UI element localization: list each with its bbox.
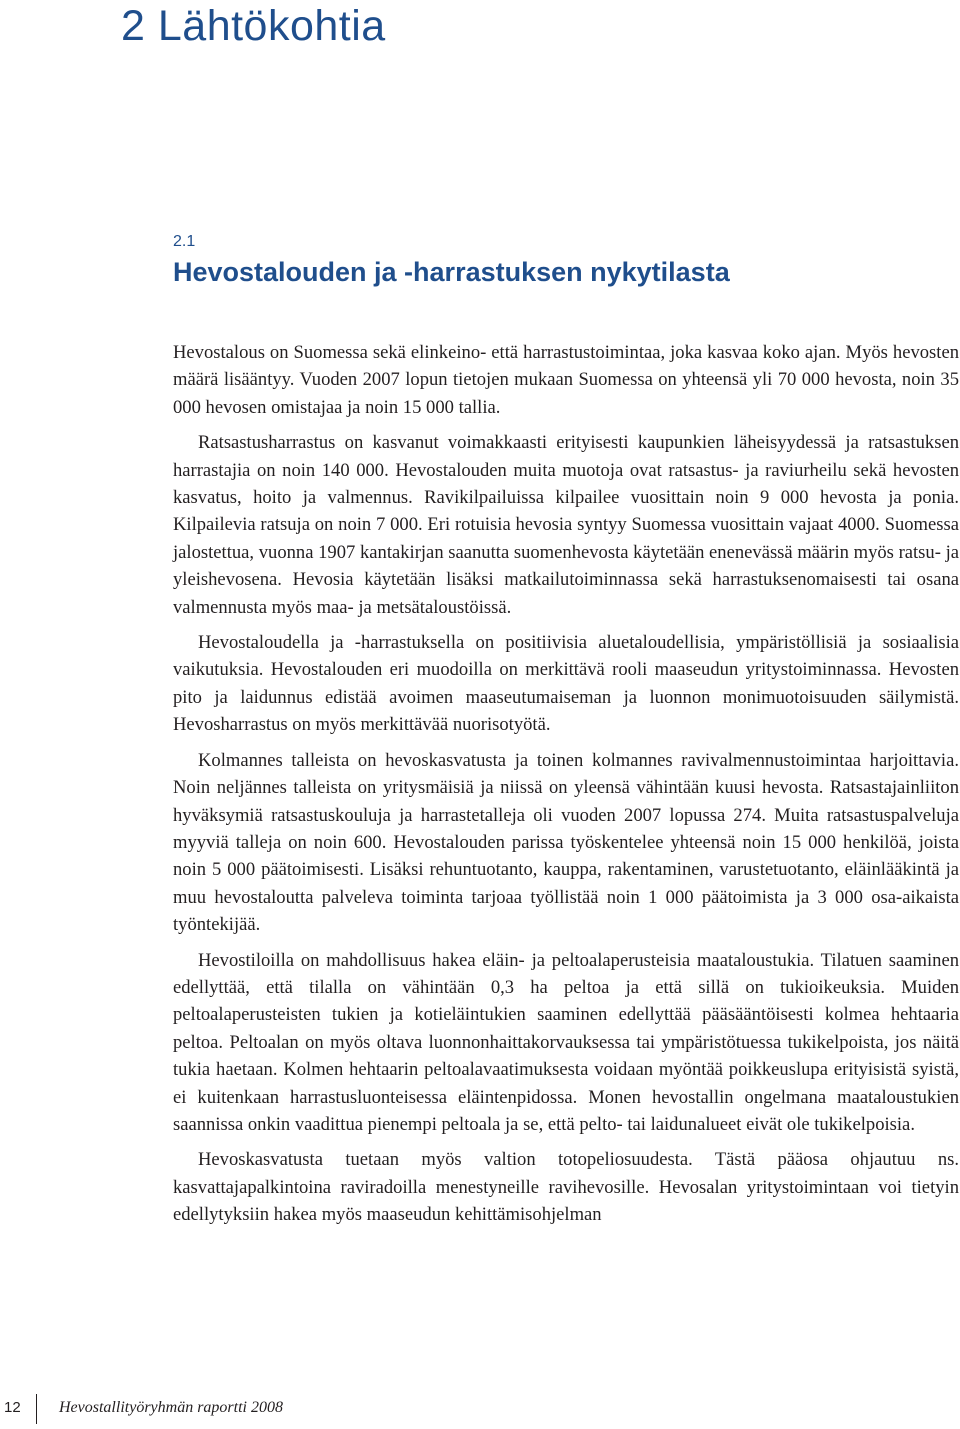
page-footer [0,1399,960,1429]
page-number: 12 [4,1399,21,1416]
paragraph: Hevostalous on Suomessa sekä elinkeino- että harrastustoimintaa, joka kasvaa koko ajan. Myös hevosten määrä lisääntyy. Vuoden 2007 lopun tietojen mukaan Suomessa on yhteensä yli 70 000 hevosta, noin 35 000 hevosen omistajaa ja noin 15 000 tallia. [173,342,959,418]
footer-divider [36,1394,37,1424]
chapter-title: 2 Lähtökohtia [121,2,386,50]
paragraph: Hevostaloudella ja -harrastuksella on positiivisia aluetaloudellisia, ympäristöllisiä ja sosiaalisia vaikutuksia. Hevostalouden eri muodoilla on merkittävä rooli maaseudun yritystoiminnassa. Hevosten pito ja laidunnus edistää avoimen maaseutumaiseman ja luonnon monimuotoisuuden säilymistä. Hevosharrastus on myös merkittävää nuorisotyötä. [173,632,959,736]
paragraph: Hevoskasvatusta tuetaan myös valtion totopeliosuudesta. Tästä pääosa ohjautuu ns. kasvattajapalkintoina raviradoilla menestyneille ravihevosille. Hevosalan yritystoimintaan voi tietyin edellytyksiin hakea myös maaseudun kehittämisohjelman [173,1149,959,1226]
paragraph: Kolmannes talleista on hevoskasvatusta ja toinen kolmannes ravivalmennustoimintaa harjoittavia. Noin neljännes talleista on yritysmäisiä ja niissä on yleensä vähintään kuusi hevosta. Ratsastajainliiton hyväksymiä ratsastuskouluja ja harrastetalleja oli vuoden 2007 lopussa 274. Muita ratsastuspalveluja myyviä talleja on noin 600. Hevostalouden parissa työskentelee yhteensä noin 15 000 henkilöä, joista noin 5 000 päätoimisesti. Lisäksi rehuntuotanto, kauppa, rakentaminen, varustetuotanto, eläinlääkintä ja muu hevostaloutta palveleva toiminta tarjoaa työllistää noin 1 000 päätoimista ja 3 000 osa-aikaista työntekijää. [173,749,959,936]
body-text [173,339,959,1237]
paragraph: Hevostiloilla on mahdollisuus hakea eläin- ja peltoalaperusteisia maataloustukia. Tilatuen saaminen edellyttää, että tilalla on vähintään 0,3 ha peltoa ja että sillä on tukioikeuksia. Muiden peltoalaperusteisten tukien ja kotieläintukien saaminen edellyttää pääsääntöisesti kolmea hehtaaria peltoa. Peltoalan on myös oltava luonnonhaittakorvauksessa tai ympäristötuessa tukikelpoista, jos näitä tukia haetaan. Kolmen hehtaarin peltoalavaatimuksesta voidaan myöntää poikkeuslupa erityisistä syistä, ei kuitenkaan harrastusluonteisessa eläintenpidossa. Monen hevostallin ongelmana maataloustukien saannissa onkin vaadittua pienempi peltoala ja se, että pelto- tai laidunalueet eivät ole tukikelpoisia. [173,949,959,1135]
paragraph: Ratsastusharrastus on kasvanut voimakkaasti erityisesti kaupunkien läheisyydessä ja ratsastuksen harrastajia on noin 140 000. Hevostalouden muita muotoja ovat ratsastus- ja raviurheilu sekä hevosten kasvatus, hoito ja valmennus. Ravikilpailuissa kilpailee vuosittain noin 9 000 hevosta ja ponia. Kilpailevia ratsuja on noin 7 000. Eri rotuisia hevosia syntyy Suomessa vuosittain vajaat 4000. Suomessa jalostettua, vuonna 1907 kantakirjan saanutta suomenhevosta käytetään enenevässä määrin myös ratsu- ja yleishevosena. Hevosia käytetään lisäksi matkailutoiminnassa sekä harrastuksenomaisesti tai osana valmennusta myös maa- ja metsätaloustöissä. [173,432,959,618]
section-title: Hevostalouden ja -harrastuksen nykytilasta [173,257,730,287]
section-number: 2.1 [173,233,196,250]
running-footer-title: Hevostallityöryhmän raportti 2008 [59,1399,283,1416]
